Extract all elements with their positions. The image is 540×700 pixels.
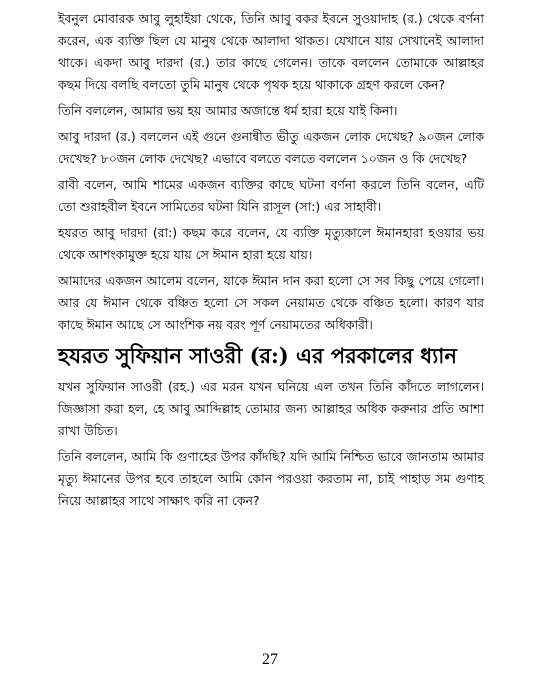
section-heading: হযরত সুফিয়ান সাওরী (র:) এর পরকালের ধ্যান [58, 343, 457, 368]
paragraph: আমাদের একজন আলেম বলেন, যাকে ঈমান দান করা হলো সে সব কিছু পেয়ে গেলো। আর যে ঈমান থেকে বঞ্চিত হলো সে সকল নেয়ামত থেকে বঞ্চিত হলো। কারণ যার কাছে ঈমান আছে সে আংশিক নয় বরং পূর্ণ নেয়ামতের অধিকারী। [58, 273, 484, 332]
paragraph: তিনি বললেন, আমি কি গুণাহের উপর কাঁদছি? যদি আমি নিশ্চিত ভাবে জানতাম আমার মৃত্যু ঈমানের উপর হবে তাহলে আমি কোন পরওয়া করতাম না, চাই পাহাড় সম গুণাহ নিয়ে আল্লাহর সাথে সাক্ষাৎ করি না কেন? [58, 449, 484, 508]
paragraph: আবু দারদা (র.) বললেন এই গুনে গুনান্বীত ভীতু একজন লোক দেখেছ? ৯০জন লোক দেখেছ? ৮০জন লোক দেখেছ? এভাবে বলতে বলতে বললেন ১০জন ও কি দেখেছ? [58, 129, 484, 166]
paragraph: রাবী বলেন, আমি শামের একজন ব্যক্তির কাছে ঘটনা বর্ণনা করলে তিনি বলেন, এটি তো শুরাহবীল ইবনে সামিতের ঘটনা যিনি রাসূল (সা:) এর সাহাবী। [58, 177, 484, 214]
paragraph: তিনি বললেন, আমার ভয় হয় আমার অজান্তে ধর্ম হারা হয়ে যাই কিনা। [58, 103, 398, 118]
paragraph: হযরত আবু দারদা (রা:) কছম করে বলেন, যে ব্যক্তি মৃত্যুকালে ঈমানহারা হওয়ার ভয় থেকে আশংকামুক্ত হয়ে যায় সে ঈমান হারা হয়ে যায়। [58, 225, 484, 262]
page-number: 27 [262, 651, 278, 668]
paragraph: যখন সুফিয়ান সাওরী (রহ.) এর মরন যখন ঘনিয়ে এল তখন তিনি কাঁদতে লাগলেন। জিজ্ঞাসা করা হল, হে আবু আব্দিল্লাহ তোমার জন্য আল্লাহর অধিক করুনার প্রতি আশা রাখা উচিত। [58, 379, 484, 438]
paragraph: ইবনুল মোবারক আবু লুহাইয়া থেকে, তিনি আবু বকর ইবনে সুওয়াদাহ (র.) থেকে বর্ণনা করেন, এক ব্যক্তি ছিল যে মানুষ থেকে আলাদা থাকত। যেখানে যায় সেখানেই আলাদা থাকে। একদা আবু দারদা (র.) তার কাছে গেলেন। তাকে বললেন তোমাকে আল্লাহর কছম দিয়ে বলছি বলতো তুমি মানুষ থেকে পৃথক হয়ে থাকাকে গ্রহণ করলে কেন? [58, 11, 484, 92]
page-body [58, 8, 484, 516]
